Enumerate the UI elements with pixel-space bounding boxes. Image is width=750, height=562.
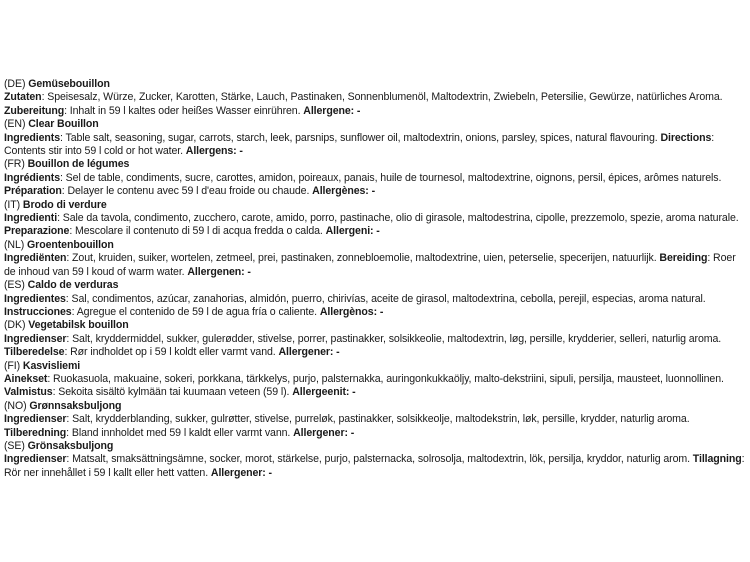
allergens-label: Allergènos: - (319, 305, 384, 318)
ingredients-text: : Sel de table, condiments, sucre, carottes, amidon, poireaux, panais, huile de tournesol, maltodextrine, oignons, persil, épices, arômes naturels. (60, 171, 722, 184)
allergens-label: Allergeenit: - (292, 386, 356, 399)
section-heading (4, 360, 746, 373)
preparation-label: Tilberedelse (4, 346, 65, 359)
section-fi (4, 360, 746, 400)
preparation-text: : Agregue el contenido de 59 l de agua fría o caliente. (71, 305, 317, 318)
section-de (4, 78, 746, 118)
preparation-label: Directions (660, 131, 712, 144)
preparation-text: : Roer de inhoud van 59 l koud of warm water. (4, 252, 736, 278)
allergens-label: Allergens: - (185, 145, 243, 158)
language-code: (FI) (4, 359, 21, 372)
product-name: Caldo de verduras (27, 279, 119, 292)
section-heading (4, 158, 746, 171)
language-code: (EN) (4, 118, 26, 131)
preparation-text: : Rör ner innehållet i 59 l kallt eller hett vatten. (4, 453, 745, 479)
section-it (4, 199, 746, 239)
ingredients-text: : Salt, kryddermiddel, sukker, gulerødder, stivelse, porrer, pastinakker, solsikkeolie, maltodextrin, løg, persille, krydderier, selleri, naturlig aroma. (66, 332, 722, 345)
section-body (4, 333, 746, 360)
section-heading (4, 118, 746, 131)
preparation-text: : Delayer le contenu avec 59 l d'eau froide ou chaude. (61, 185, 310, 198)
product-name: Bouillon de légumes (27, 158, 130, 171)
language-code: (IT) (4, 198, 21, 211)
language-code: (NO) (4, 399, 27, 412)
section-body (4, 413, 746, 440)
section-heading (4, 319, 746, 332)
product-name: Groentenbouillon (27, 238, 114, 251)
language-code: (DE) (4, 78, 26, 90)
section-heading (4, 279, 746, 292)
preparation-text: : Rør indholdet op i 59 l koldt eller varmt vand. (64, 346, 276, 359)
ingredients-label: Ingredients (4, 131, 60, 144)
ingredients-label: Ingredienser (4, 332, 67, 345)
section-nl (4, 239, 746, 279)
preparation-label: Tillagning (692, 453, 742, 466)
section-heading (4, 440, 746, 453)
ingredients-label: Ingrédients (4, 171, 60, 184)
section-no (4, 400, 746, 440)
ingredients-text: : Speisesalz, Würze, Zucker, Karotten, Stärke, Lauch, Pastinaken, Sonnenblumenöl, Maltodextrin, Zwiebeln, Petersilie, Gewürze, natürliches Aroma. (41, 91, 723, 104)
product-name: Gemüsebouillon (28, 78, 110, 90)
ingredients-label: Ingrediënten (4, 252, 67, 265)
ingredients-label: Ingredienser (4, 413, 67, 426)
allergens-label: Allergenen: - (187, 265, 251, 278)
section-heading (4, 239, 746, 252)
product-name: Brodo di verdure (22, 198, 107, 211)
section-heading (4, 199, 746, 212)
language-code: (SE) (4, 439, 25, 452)
language-code: (NL) (4, 238, 25, 251)
preparation-label: Preparazione (4, 225, 70, 238)
preparation-label: Instrucciones (4, 305, 72, 318)
section-se (4, 440, 746, 480)
section-body (4, 453, 746, 480)
section-body (4, 91, 746, 118)
preparation-text: : Mescolare il contenuto di 59 l di acqua fredda o calda. (69, 225, 323, 238)
preparation-label: Bereiding (659, 252, 708, 265)
preparation-label: Préparation (4, 185, 62, 198)
language-code: (ES) (4, 279, 25, 292)
product-name: Grønnsaksbuljong (29, 399, 122, 412)
section-dk (4, 319, 746, 359)
ingredients-text: : Ruokasuola, makuaine, sokeri, porkkana, tärkkelys, purjo, palsternakka, auringonkukkaöljy, malto-dekstriini, sipuli, persilja, mausteet, luonnollinen. (47, 372, 724, 385)
section-heading (4, 400, 746, 413)
section-heading (4, 78, 746, 91)
ingredients-label: Zutaten (4, 91, 42, 104)
ingredients-text: : Sal, condimentos, azúcar, zanahorias, almidón, puerro, chirivías, aceite de girasol, maltodextrina, cebolla, perejil, especias, aroma natural. (65, 292, 706, 305)
preparation-text: : Contents stir into 59 l cold or hot water. (4, 131, 715, 158)
section-body (4, 293, 746, 320)
ingredients-text: : Zout, kruiden, suiker, wortelen, zetmeel, prei, pastinaken, zonnebloemolie, maltodextrine, uien, peterselie, specerijen, natuurlijk. (66, 252, 657, 265)
preparation-text: : Bland innholdet med 59 l kaldt eller varmt vann. (66, 426, 291, 439)
product-name: Vegetabilsk bouillon (28, 319, 129, 332)
language-code: (DK) (4, 319, 26, 332)
preparation-text: : Inhalt in 59 l kaltes oder heißes Wasser einrühren. (64, 104, 301, 117)
language-code: (FR) (4, 158, 25, 171)
preparation-label: Valmistus (4, 386, 53, 399)
allergens-label: Allergener: - (278, 346, 340, 359)
product-label-text (4, 78, 746, 480)
product-name: Clear Bouillon (28, 118, 99, 131)
product-name: Kasvisliemi (22, 359, 81, 372)
ingredients-text: : Table salt, seasoning, sugar, carrots, starch, leek, parsnips, sunflower oil, maltodextrin, onions, parsley, spices, natural flavouring. (60, 131, 658, 144)
allergens-label: Allergener: - (210, 466, 272, 479)
section-fr (4, 158, 746, 198)
preparation-label: Zubereitung (4, 104, 65, 117)
section-en (4, 118, 746, 158)
section-body (4, 132, 746, 159)
allergens-label: Allergènes: - (312, 185, 376, 198)
allergens-label: Allergeni: - (325, 225, 380, 238)
ingredients-text: : Matsalt, smaksättningsämne, socker, morot, stärkelse, purjo, palsternacka, solrosolja, maltodextrin, lök, persilja, kryddor, naturlig arom. (66, 453, 690, 466)
product-name: Grönsaksbuljong (27, 439, 114, 452)
ingredients-text: : Sale da tavola, condimento, zucchero, carote, amido, porro, pastinache, olio di girasole, maltodestrina, cipolle, prezzemolo, spezie, aroma naturale. (57, 212, 739, 225)
section-body (4, 373, 746, 400)
section-body (4, 212, 746, 239)
preparation-text: : Sekoita sisältö kylmään tai kuumaan veteen (59 l). (52, 386, 290, 399)
section-body (4, 172, 746, 199)
ingredients-label: Ainekset (4, 372, 48, 385)
ingredients-label: Ingredientes (4, 292, 66, 305)
ingredients-label: Ingredienti (4, 212, 58, 225)
preparation-label: Tilberedning (4, 426, 67, 439)
allergens-label: Allergener: - (293, 426, 355, 439)
allergens-label: Allergene: - (303, 104, 361, 117)
section-es (4, 279, 746, 319)
section-body (4, 252, 746, 279)
ingredients-text: : Salt, krydderblanding, sukker, gulrøtter, stivelse, purreløk, pastinakker, solsikkeolje, maltodekstrin, løk, persille, krydder, naturlig aroma. (66, 413, 690, 426)
ingredients-label: Ingredienser (4, 453, 67, 466)
